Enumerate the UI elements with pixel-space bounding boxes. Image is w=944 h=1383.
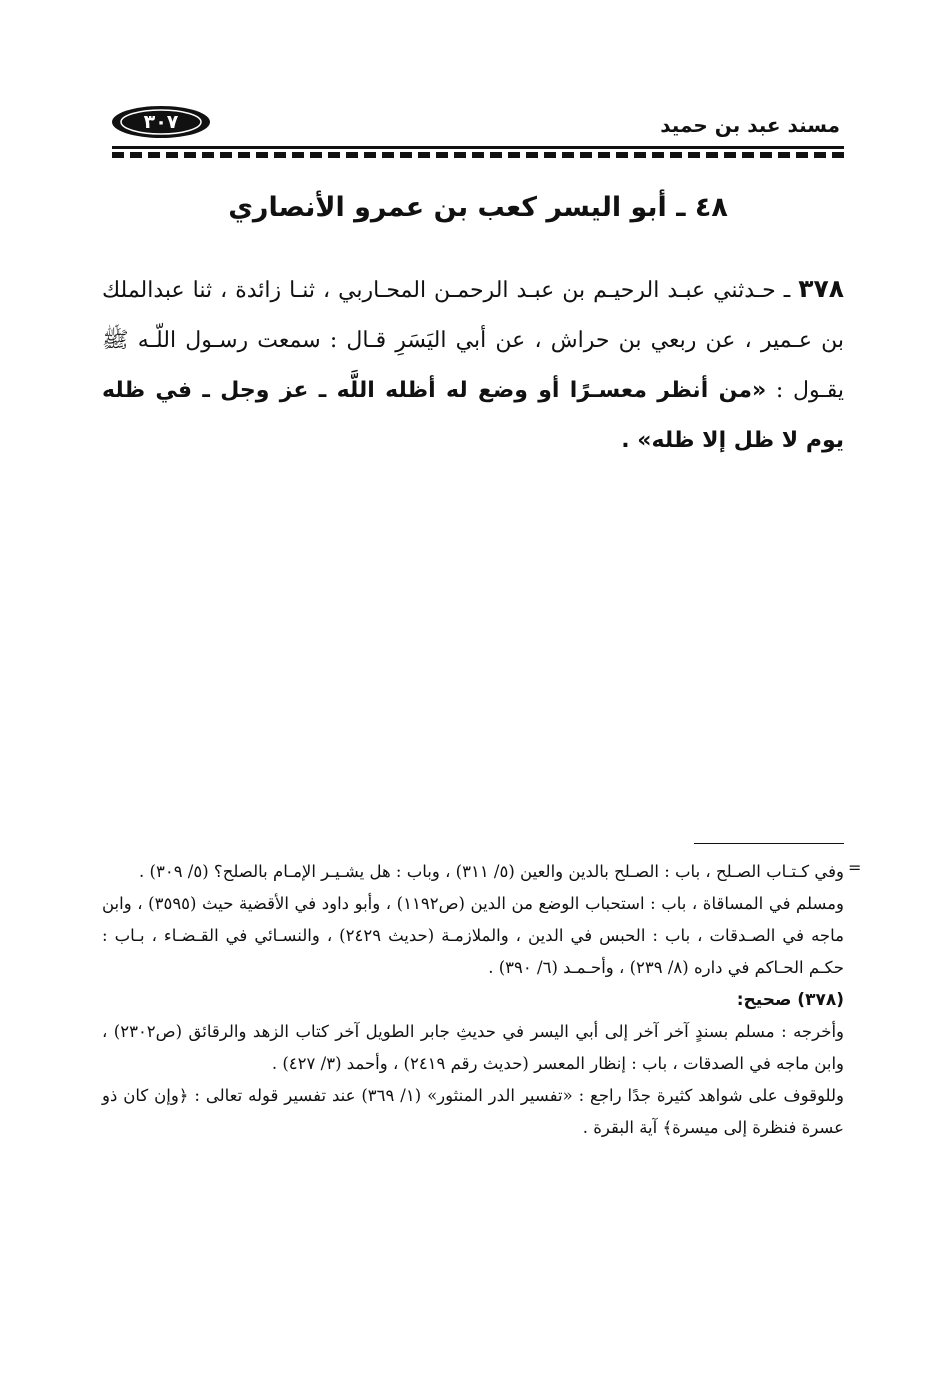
footnote-separator bbox=[694, 843, 844, 844]
page-number-badge bbox=[110, 104, 212, 140]
footnote-378-label: (٣٧٨) صحيح: bbox=[736, 990, 844, 1010]
footnote-line: ومسلم في المساقاة ، باب : استحباب الوضع من الدين (ص١١٩٢) ، وأبو داود في الأقضية حيث (٣٥٩٥) ، وابن ماجه في الصـدقات ، باب : الحبس في الدين ، والملازمـة (حديث ٢٤٢٩) ، والنسـائي في القـضـاء ، بـاب : حكـم الحـاكم في داره (٨/ ٢٣٩) ، وأحـمـد (٦/ ٣٩٠) . bbox=[102, 894, 844, 977]
header-rule bbox=[112, 146, 844, 149]
chapter-title: ٤٨ ـ أبو اليسر كعب بن عمرو الأنصاري bbox=[228, 192, 728, 223]
footnote-line: وللوقوف على شواهد كثيرة جدًا راجع : «تفسير الدر المنثور» (١/ ٣٦٩) عند تفسير قوله تعالى : ﴿وإن كان ذو عسرة فنظرة إلى ميسرة﴾ آية البقرة . bbox=[102, 1086, 844, 1137]
hadith-isnad: ـ حـدثني عبـد الرحيـم بن عبـد الرحمـن المحـاربي ، ثنـا زائدة ، ثنا عبدالملك بن عـمير ، عن ربعي بن حراش ، عن أبي اليَسَرِ قـال : سمعت رسـول اللّـه ﷺ يقـول : bbox=[102, 278, 845, 403]
continuation-mark: = bbox=[848, 858, 862, 877]
hadith-text bbox=[102, 264, 844, 466]
header-dashed-rule bbox=[112, 152, 844, 158]
hadith-matn: «من أنظر معسـرًا أو وضع له أظله اللَّه ـ عز وجل ـ في ظله يوم لا ظل إلا ظله» . bbox=[102, 378, 844, 453]
running-title: مسند عبد بن حميد bbox=[660, 113, 840, 137]
page-number: ٣٠٧ bbox=[143, 111, 179, 133]
footnote-line: وأخرجه : مسلم بسندٍ آخر آخر إلى أبي اليسر في حديثِ جابر الطويل آخر كتاب الزهد والرقائق (ص٢٣٠٢) ، وابن ماجه في الصدقات ، باب : إنظار المعسر (حديث رقم ٢٤١٩) ، وأحمد (٣/ ٤٢٧) . bbox=[102, 1022, 844, 1073]
footnotes bbox=[102, 856, 844, 1144]
footnote-line: وفي كـتـاب الصـلح ، باب : الصـلح بالدين والعين (٥/ ٣١١) ، وباب : هل يشـيـر الإمـام بالصلح؟ (٥/ ٣٠٩) . bbox=[139, 862, 844, 881]
hadith-number: ٣٧٨ bbox=[798, 274, 844, 303]
